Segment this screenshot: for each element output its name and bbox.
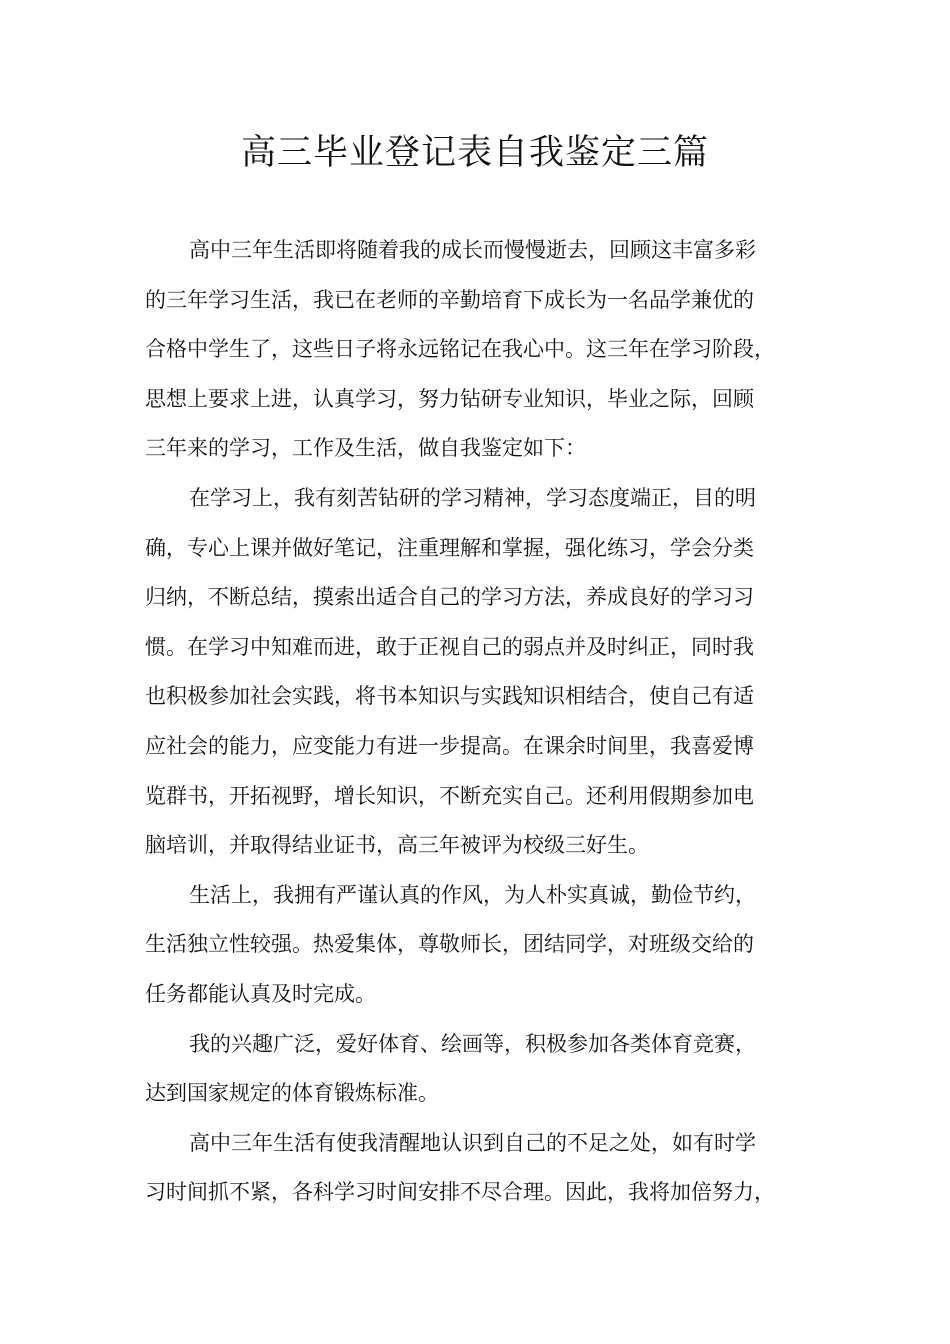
document-body <box>145 226 825 1218</box>
paragraph-1 <box>145 226 825 474</box>
paragraph-line: 惯。在学习中知难而进，敢于正视自己的弱点并及时纠正，同时我 <box>145 634 754 659</box>
paragraph-line: 览群书，开拓视野，增长知识，不断充实自己。还利用假期参加电 <box>145 783 754 808</box>
paragraph-line: 也积极参加社会实践，将书本知识与实践知识相结合，使自己有适 <box>145 684 754 709</box>
paragraph-line: 确，专心上课并做好笔记，注重理解和掌握，强化练习，学会分类 <box>145 535 754 560</box>
paragraph-line: 任务都能认真及时完成。 <box>145 981 376 1006</box>
paragraph-line: 习时间抓不紧，各科学习时间安排不尽合理。因此，我将加倍努力， <box>145 1180 775 1205</box>
paragraph-4 <box>145 1020 825 1119</box>
paragraph-line: 脑培训，并取得结业证书，高三年被评为校级三好生。 <box>145 833 649 858</box>
paragraph-line: 合格中学生了，这些日子将永远铭记在我心中。这三年在学习阶段， <box>145 337 775 362</box>
paragraph-line: 在学习上，我有刻苦钻研的学习精神，学习态度端正，目的明 <box>189 485 756 510</box>
paragraph-line: 的三年学习生活，我已在老师的辛勤培育下成长为一名品学兼优的 <box>145 287 754 312</box>
paragraph-line: 我的兴趣广泛，爱好体育、绘画等，积极参加各类体育竞赛， <box>189 1031 756 1056</box>
paragraph-line: 达到国家规定的体育锻炼标准。 <box>145 1081 439 1106</box>
paragraph-line: 归纳，不断总结，摸索出适合自己的学习方法，养成良好的学习习 <box>145 585 754 610</box>
paragraph-line: 应社会的能力，应变能力有进一步提高。在课余时间里，我喜爱博 <box>145 733 754 758</box>
paragraph-line: 生活独立性较强。热爱集体，尊敬师长，团结同学，对班级交给的 <box>145 932 754 957</box>
paragraph-line: 高中三年生活有使我清醒地认识到自己的不足之处，如有时学 <box>189 1130 756 1155</box>
paragraph-line: 三年来的学习，工作及生活，做自我鉴定如下： <box>145 436 586 461</box>
paragraph-line: 生活上，我拥有严谨认真的作风，为人朴实真诚，勤俭节约， <box>189 882 756 907</box>
paragraph-3 <box>145 871 825 1020</box>
document-title: 高三毕业登记表自我鉴定三篇 <box>240 133 709 173</box>
paragraph-2 <box>145 474 825 871</box>
paragraph-5 <box>145 1119 825 1218</box>
paragraph-line: 高中三年生活即将随着我的成长而慢慢逝去，回顾这丰富多彩 <box>189 238 756 262</box>
paragraph-line: 思想上要求上进，认真学习，努力钻研专业知识，毕业之际，回顾 <box>145 386 754 411</box>
